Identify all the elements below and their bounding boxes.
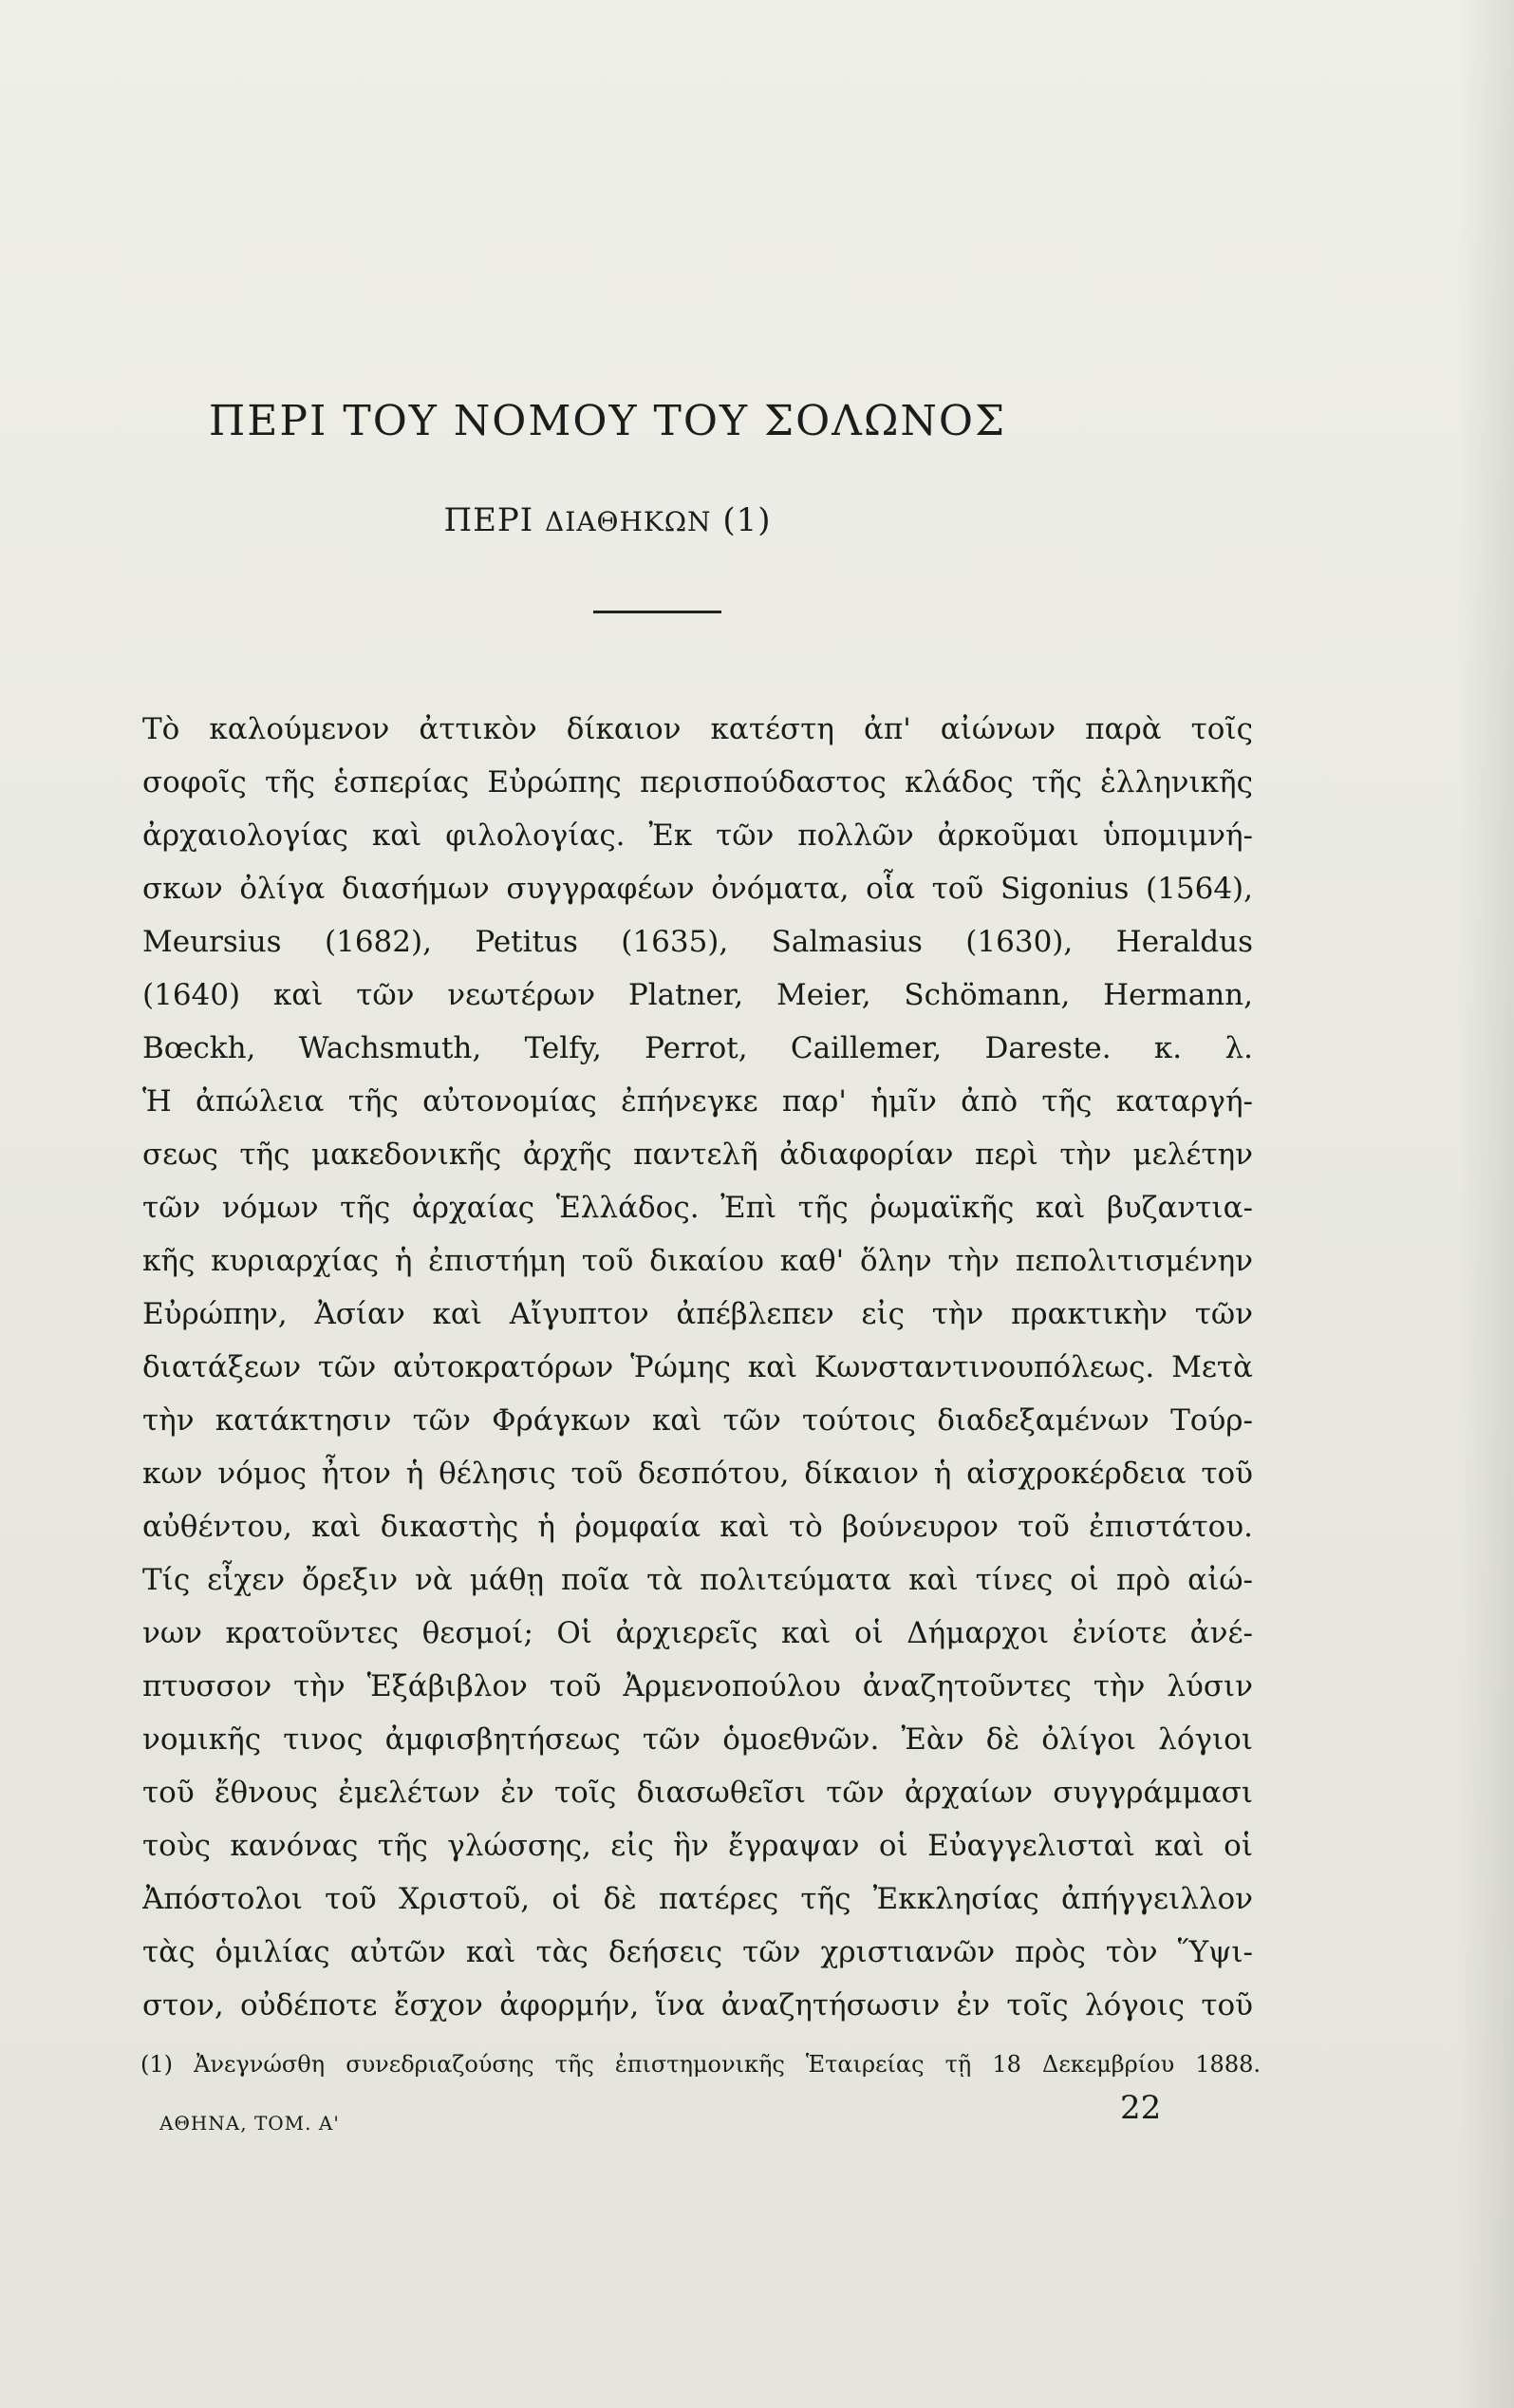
text-line: (1640) καὶ τῶν νεωτέρων Platner, Meier, Schömann, Hermann, — [142, 978, 1253, 1012]
page-title: ΠΕΡΙ ΤΟΥ ΝΟΜΟΥ ΤΟΥ ΣΟΛΩΝΟΣ — [208, 397, 1007, 445]
text-line: Meursius (1682), Petitus (1635), Salmasius (1630), Heraldus — [142, 925, 1253, 959]
page-number: 22 — [1120, 2089, 1162, 2127]
text-line: πτυσσον τὴν Ἑξάβιβλον τοῦ Ἀρμενοπούλου ἀναζητοῦντες τὴν λύσιν — [142, 1669, 1253, 1703]
subtitle-main: ΔΙΑΘΗΚΩΝ — [545, 506, 712, 537]
subtitle-prefix: ΠΕΡΙ — [443, 501, 546, 539]
text-line: Τὸ καλούμενον ἀττικὸν δίκαιον κατέστη ἀπ' αἰώνων παρὰ τοῖς — [142, 712, 1253, 746]
text-line: Bœckh, Wachsmuth, Telfy, Perrot, Caillemer, Dareste. κ. λ. — [142, 1031, 1253, 1065]
subtitle-note: (1) — [711, 501, 772, 539]
text-line: αὐθέντου, καὶ δικαστὴς ἡ ῥομφαία καὶ τὸ βούνευρον τοῦ ἐπιστάτου. — [142, 1510, 1253, 1544]
text-line: κων νόμος ἦτον ἡ θέλησις τοῦ δεσπότου, δίκαιον ἡ αἰσχροκέρδεια τοῦ — [142, 1457, 1253, 1491]
text-line: σκων ὀλίγα διασήμων συγγραφέων ὀνόματα, οἷα τοῦ Sigonius (1564), — [142, 872, 1253, 906]
text-line: σεως τῆς μακεδονικῆς ἀρχῆς παντελῆ ἀδιαφορίαν περὶ τὴν μελέτην — [142, 1138, 1253, 1172]
signature-mark: ΑΘΗΝΑ, ΤΟΜ. Α' — [159, 2112, 340, 2135]
text-line: σοφοῖς τῆς ἑσπερίας Εὐρώπης περισπούδαστος κλάδος τῆς ἑλληνικῆς — [142, 765, 1253, 800]
text-line: κῆς κυριαρχίας ἡ ἐπιστήμη τοῦ δικαίου καθ' ὅλην τὴν πεπολιτισμένην — [142, 1244, 1253, 1278]
page-subtitle — [0, 501, 1215, 539]
text-line: τῶν νόμων τῆς ἀρχαίας Ἑλλάδος. Ἐπὶ τῆς ῥωμαϊκῆς καὶ βυζαντια- — [142, 1191, 1253, 1225]
text-line: νομικῆς τινος ἀμφισβητήσεως τῶν ὁμοεθνῶν. Ἐὰν δὲ ὀλίγοι λόγιοι — [142, 1722, 1253, 1757]
footnote: (1) Ἀνεγνώσθη συνεδριαζούσης τῆς ἐπιστημονικῆς Ἑταιρείας τῇ 18 Δεκεμβρίου 1888. — [140, 2051, 1261, 2078]
text-line: Τίς εἶχεν ὄρεξιν νὰ μάθῃ ποῖα τὰ πολιτεύματα καὶ τίνες οἱ πρὸ αἰώ- — [142, 1563, 1253, 1597]
text-line: Ἀπόστολοι τοῦ Χριστοῦ, οἱ δὲ πατέρες τῆς Ἐκκλησίας ἀπήγγειλλον — [142, 1882, 1253, 1916]
text-line: τὴν κατάκτησιν τῶν Φράγκων καὶ τῶν τούτοις διαδεξαμένων Τούρ- — [142, 1403, 1253, 1438]
text-line: στον, οὐδέποτε ἔσχον ἀφορμήν, ἵνα ἀναζητήσωσιν ἐν τοῖς λόγοις τοῦ — [142, 1988, 1253, 2022]
text-line: τὰς ὁμιλίας αὐτῶν καὶ τὰς δεήσεις τῶν χριστιανῶν πρὸς τὸν Ὕψι- — [142, 1935, 1253, 1969]
text-line: Εὐρώπην, Ἀσίαν καὶ Αἴγυπτον ἀπέβλεπεν εἰς τὴν πρακτικὴν τῶν — [142, 1297, 1253, 1331]
text-line: ἀρχαιολογίας καὶ φιλολογίας. Ἐκ τῶν πολλῶν ἀρκοῦμαι ὑπομιμνή- — [142, 818, 1253, 853]
title-divider — [593, 611, 721, 613]
text-line: Ἡ ἀπώλεια τῆς αὐτονομίας ἐπήνεγκε παρ' ἡμῖν ἀπὸ τῆς καταργή- — [142, 1084, 1253, 1119]
text-line: τοῦ ἔθνους ἐμελέτων ἐν τοῖς διασωθεῖσι τῶν ἀρχαίων συγγράμμασι — [142, 1776, 1253, 1810]
text-line: τοὺς κανόνας τῆς γλώσσης, εἰς ἣν ἔγραψαν οἱ Εὐαγγελισταὶ καὶ οἱ — [142, 1829, 1253, 1863]
page-edge-shadow — [1457, 0, 1514, 2408]
text-line: νων κρατοῦντες θεσμοί; Οἱ ἀρχιερεῖς καὶ οἱ Δήμαρχοι ἐνίοτε ἀνέ- — [142, 1616, 1253, 1650]
body-text — [142, 703, 1253, 2032]
text-line: διατάξεων τῶν αὐτοκρατόρων Ῥώμης καὶ Κωνσταντινουπόλεως. Μετὰ — [142, 1350, 1253, 1384]
